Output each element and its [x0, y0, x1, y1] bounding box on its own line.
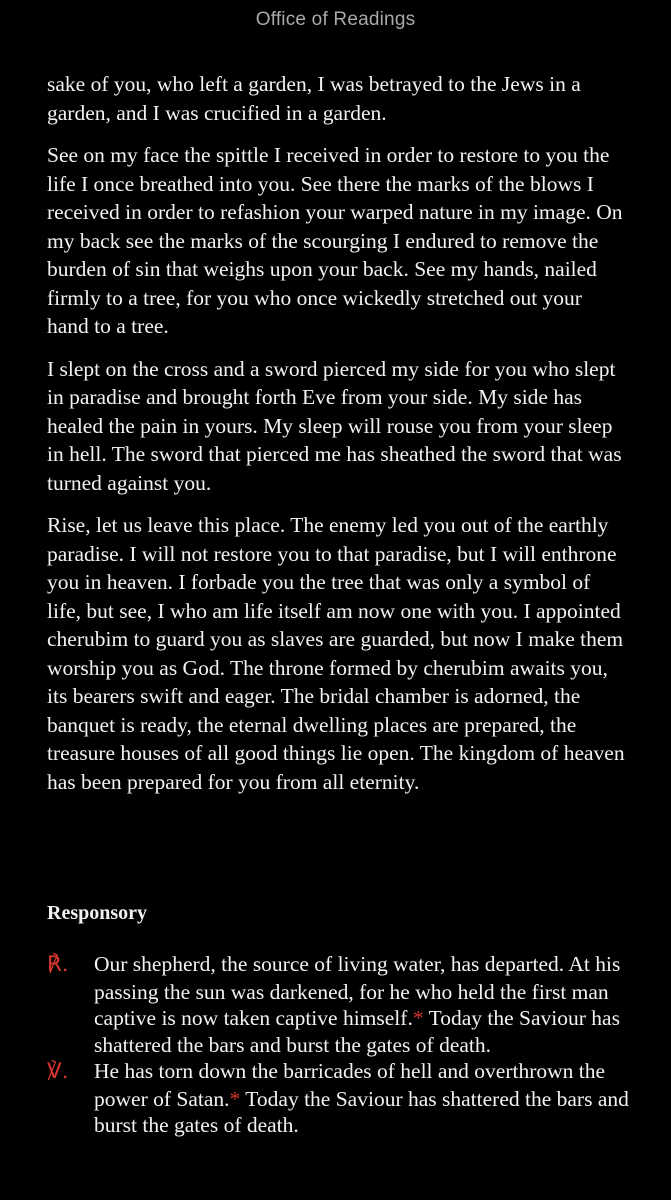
versicle-line [47, 1058, 637, 1139]
response-symbol: ℟. [47, 952, 69, 977]
reading-text [47, 70, 627, 810]
response-line [47, 951, 637, 1058]
response-text: Our shepherd, the source of living water, has departed. At his passing the sun was darkened, for he who held the first man captive is now taken captive himself. [94, 952, 621, 1030]
reading-paragraph: See on my face the spittle I received in order to restore to you the life I once breathed into you. See there the marks of the blows I received in order to refashion your warped nature in my image. On my back see the marks of the scourging I endured to remove the burden of sin that weighs upon your back. See my hands, nailed firmly to a tree, for you who once wickedly stretched out your hand to a tree. [47, 143, 623, 338]
reading-paragraph: sake of you, who left a garden, I was betrayed to the Jews in a garden, and I was crucified in a garden. [47, 72, 581, 125]
response-refrain: Today the Saviour has shattered the bars and burst the gates of death. [94, 1006, 620, 1057]
responsory-block [47, 951, 637, 1139]
versicle-refrain: Today the Saviour has shattered the bars and burst the gates of death. [94, 1086, 629, 1137]
refrain-marker: * [412, 1006, 424, 1030]
refrain-marker: * [229, 1086, 241, 1111]
reading-paragraph: Rise, let us leave this place. The enemy led you out of the earthly paradise. I will not restore you to that paradise, but I will enthrone you in heaven. I forbade you the tree that was only a symbol of life, but see, I who am life itself am now one with you. I appointed cherubim to guard you as slaves are guarded, but now I make them worship you as God. The throne formed by cherubim awaits you, its bearers swift and eager. The bridal chamber is adorned, the banquet is ready, the eternal dwelling places are prepared, the treasure houses of all good things lie open. The kingdom of heaven has been prepared for you from all eternity. [47, 513, 625, 794]
versicle-symbol: ℣. [47, 1059, 69, 1084]
responsory-heading: Responsory [47, 902, 148, 924]
page-title: Office of Readings [255, 9, 416, 30]
reading-paragraph: I slept on the cross and a sword pierced my side for you who slept in paradise and brought forth Eve from your side. My side has healed the pain in yours. My sleep will rouse you from your sleep in hell. The sword that pierced me has sheathed the sword that was turned against you. [47, 356, 622, 495]
versicle-text: He has torn down the barricades of hell and overthrown the power of Satan. [94, 1059, 606, 1111]
